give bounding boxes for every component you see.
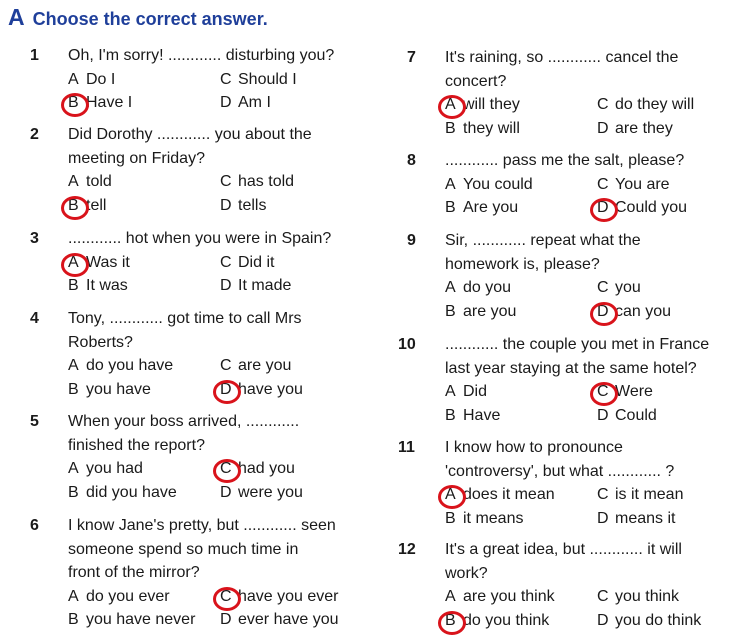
option-a[interactable] [68, 170, 112, 194]
question-text: Oh, I'm sorry! ............ disturbing you? [68, 47, 335, 64]
option-c[interactable] [597, 585, 679, 609]
option-text: you have [86, 380, 151, 398]
question-number: 5 [30, 413, 39, 430]
option-c[interactable] [220, 68, 297, 92]
question-text: I know how to pronounce [445, 439, 623, 456]
option-text: It was [86, 277, 128, 294]
option-d[interactable] [597, 507, 675, 531]
option-text: are you think [463, 588, 555, 605]
exercise-letter: A [8, 4, 25, 30]
option-letter: B [68, 194, 86, 218]
question-number: 4 [30, 310, 39, 327]
question-2 [30, 123, 312, 217]
option-letter: A [68, 460, 79, 477]
option-c[interactable] [597, 483, 683, 507]
option-a[interactable] [68, 585, 170, 609]
options-row [68, 354, 302, 378]
option-text: you [615, 279, 641, 296]
option-letter: D [220, 611, 232, 628]
option-letter: D [220, 483, 232, 501]
option-text: have you ever [238, 587, 339, 605]
option-text: is it mean [615, 486, 684, 503]
question-text: Did Dorothy ............ you about the [68, 126, 312, 143]
option-letter: B [445, 609, 463, 633]
option-letter: D [597, 300, 615, 324]
option-text: do you think [463, 611, 550, 629]
option-letter: A [68, 251, 86, 275]
question-text: It's a great idea, but ............ it will [445, 541, 682, 558]
option-letter: D [220, 378, 238, 402]
options-row [445, 404, 709, 428]
option-b[interactable] [445, 117, 520, 141]
question-text: homework is, please? [445, 255, 600, 273]
options-row [68, 585, 339, 609]
option-letter: D [597, 119, 609, 137]
option-text: do you [463, 279, 512, 296]
option-b[interactable] [445, 300, 516, 324]
option-letter: C [597, 96, 609, 113]
options-row [445, 117, 678, 141]
option-text: Were [615, 383, 653, 400]
option-b[interactable] [68, 481, 177, 505]
question-number: 7 [407, 49, 416, 66]
option-d[interactable] [597, 300, 671, 324]
option-letter: A [445, 279, 456, 296]
option-text: tell [86, 196, 107, 214]
question-text: ............ the couple you met in France [445, 336, 710, 353]
option-text: You are [615, 175, 670, 193]
question-text: work? [445, 564, 488, 582]
option-c[interactable] [597, 93, 694, 117]
option-text: you do think [615, 611, 702, 629]
option-d[interactable] [220, 378, 303, 402]
option-text: you had [86, 460, 143, 477]
exercise-instruction: Choose the correct answer. [32, 9, 268, 29]
options-row [68, 91, 334, 115]
question-5 [30, 410, 303, 504]
option-text: have you [238, 380, 303, 398]
option-d[interactable] [597, 609, 701, 633]
question-10 [398, 333, 709, 427]
option-letter: D [220, 277, 232, 294]
option-text: they will [463, 119, 520, 137]
option-letter: C [597, 175, 609, 193]
option-text: It made [238, 277, 292, 294]
options-row [445, 483, 684, 507]
option-text: Do I [86, 70, 116, 88]
question-number: 3 [30, 230, 39, 247]
question-number: 11 [398, 439, 415, 456]
option-c[interactable] [220, 170, 294, 194]
question-number: 1 [30, 47, 39, 64]
question-text: Sir, ............ repeat what the [445, 232, 641, 249]
option-text: Did it [238, 253, 275, 271]
question-number: 6 [30, 517, 39, 534]
option-letter: B [445, 302, 456, 320]
option-letter: C [597, 279, 609, 296]
option-d[interactable] [220, 274, 291, 298]
option-letter: B [445, 119, 456, 137]
option-a[interactable] [445, 93, 520, 117]
options-row [68, 457, 299, 481]
option-letter: A [68, 173, 79, 190]
question-text: front of the mirror? [68, 564, 200, 581]
option-letter: B [445, 509, 456, 527]
question-text: 'controversy', but what ............ ? [445, 462, 675, 480]
options-row [445, 300, 672, 324]
option-a[interactable] [68, 251, 130, 275]
option-a[interactable] [68, 457, 143, 481]
option-letter: C [220, 70, 232, 88]
option-letter: A [68, 357, 79, 374]
option-b[interactable] [445, 404, 500, 428]
options-row [445, 380, 709, 404]
option-a[interactable] [445, 585, 555, 609]
option-text: ever have you [238, 611, 339, 628]
options-row [68, 378, 302, 402]
exercise-header [8, 4, 268, 31]
option-text: are they [615, 119, 673, 137]
question-number: 8 [407, 152, 416, 169]
option-letter: D [597, 509, 609, 527]
options-row [445, 93, 695, 117]
option-letter: A [445, 383, 456, 400]
option-letter: A [68, 70, 79, 88]
option-text: did you have [86, 483, 177, 501]
question-text: ............ hot when you were in Spain? [68, 230, 332, 247]
option-b[interactable] [445, 609, 549, 633]
options-row [68, 68, 334, 92]
question-text: someone spend so much time in [68, 540, 299, 558]
option-text: has told [238, 173, 295, 190]
option-b[interactable] [68, 378, 151, 402]
options-row [68, 170, 312, 194]
question-4 [30, 307, 302, 401]
question-3 [30, 227, 331, 298]
option-d[interactable] [220, 91, 271, 115]
option-a[interactable] [445, 276, 511, 300]
question-text: When your boss arrived, ............ [68, 413, 300, 430]
option-b[interactable] [445, 507, 523, 531]
option-letter: D [597, 611, 609, 629]
options-row [68, 481, 303, 505]
option-d[interactable] [597, 196, 687, 220]
option-letter: C [597, 588, 609, 605]
option-text: Are you [463, 199, 519, 216]
option-text: does it mean [463, 486, 555, 503]
options-row [445, 507, 674, 531]
option-letter: C [220, 357, 232, 374]
option-d[interactable] [597, 117, 673, 141]
option-text: means it [615, 509, 676, 527]
option-letter: A [445, 175, 456, 193]
option-c[interactable] [597, 173, 670, 197]
question-text: Tony, ............ got time to call Mrs [68, 310, 302, 327]
question-text: concert? [445, 72, 507, 90]
question-text: Roberts? [68, 333, 133, 351]
option-d[interactable] [220, 608, 339, 632]
option-text: will they [463, 96, 520, 113]
question-text: I know Jane's pretty, but ............ seen [68, 517, 336, 534]
option-letter: C [220, 457, 238, 481]
question-text: meeting on Friday? [68, 149, 205, 167]
option-a[interactable] [445, 483, 555, 507]
question-number: 2 [30, 126, 39, 143]
option-c[interactable] [220, 354, 291, 378]
option-text: had you [238, 460, 295, 477]
option-b[interactable] [68, 91, 132, 115]
option-letter: A [445, 483, 463, 507]
option-text: Did [463, 383, 488, 400]
options-row [68, 194, 312, 218]
option-a[interactable] [68, 354, 173, 378]
options-row [445, 276, 641, 300]
option-letter: D [220, 94, 232, 111]
option-text: Could [615, 406, 657, 424]
options-row [445, 196, 688, 220]
question-text: last year staying at the same hotel? [445, 359, 697, 377]
question-8 [407, 149, 688, 220]
option-text: Am I [238, 94, 271, 111]
option-letter: D [597, 196, 615, 220]
option-b[interactable] [68, 608, 195, 632]
option-letter: B [68, 483, 79, 501]
option-letter: B [445, 199, 456, 216]
option-letter: B [68, 380, 79, 398]
question-11 [398, 436, 684, 530]
option-a[interactable] [445, 173, 533, 197]
question-text: finished the report? [68, 436, 205, 454]
option-c[interactable] [597, 276, 641, 300]
option-text: tells [238, 196, 267, 214]
question-number: 12 [398, 541, 416, 558]
option-letter: B [68, 91, 86, 115]
option-letter: C [220, 253, 232, 271]
option-letter: C [597, 380, 615, 404]
option-letter: B [68, 277, 79, 294]
option-c[interactable] [220, 585, 339, 609]
option-text: told [86, 173, 112, 190]
option-text: Have [463, 406, 501, 424]
question-12 [398, 538, 702, 632]
options-row [445, 585, 682, 609]
option-text: you think [615, 588, 680, 605]
option-text: can you [615, 302, 672, 320]
option-c[interactable] [220, 251, 274, 275]
option-text: Could you [615, 199, 688, 216]
options-row [445, 173, 684, 197]
option-text: do you ever [86, 587, 170, 605]
question-number: 9 [407, 232, 416, 249]
option-d[interactable] [597, 404, 657, 428]
option-text: Was it [86, 253, 130, 271]
option-text: are you [238, 357, 292, 374]
question-9 [407, 229, 672, 323]
options-row [68, 608, 339, 632]
option-b[interactable] [68, 274, 128, 298]
question-text: ............ pass me the salt, please? [445, 152, 685, 169]
question-text: It's raining, so ............ cancel the [445, 49, 679, 66]
option-letter: D [220, 196, 232, 214]
option-letter: B [445, 406, 456, 424]
option-letter: A [445, 588, 456, 605]
option-text: you have never [86, 611, 196, 628]
option-c[interactable] [220, 457, 295, 481]
option-letter: C [220, 173, 232, 190]
option-text: You could [463, 175, 533, 193]
option-text: Have I [86, 94, 133, 111]
question-7 [407, 46, 695, 140]
option-a[interactable] [445, 380, 487, 404]
options-row [68, 251, 331, 275]
option-text: were you [238, 483, 303, 501]
option-b[interactable] [68, 194, 106, 218]
option-letter: D [597, 406, 609, 424]
options-row [445, 609, 702, 633]
option-text: it means [463, 509, 524, 527]
option-text: do they will [615, 96, 695, 113]
option-letter: A [445, 93, 463, 117]
option-letter: A [68, 587, 79, 605]
option-c[interactable] [597, 380, 653, 404]
options-row [68, 274, 331, 298]
question-1 [30, 44, 334, 115]
option-b[interactable] [445, 196, 518, 220]
option-a[interactable] [68, 68, 115, 92]
option-d[interactable] [220, 194, 266, 218]
option-text: Should I [238, 70, 297, 88]
option-d[interactable] [220, 481, 303, 505]
question-6 [30, 514, 339, 632]
option-text: do you have [86, 357, 174, 374]
option-letter: B [68, 611, 79, 628]
option-letter: C [597, 486, 609, 503]
question-number: 10 [398, 336, 416, 353]
option-text: are you [463, 302, 517, 320]
option-letter: C [220, 585, 238, 609]
